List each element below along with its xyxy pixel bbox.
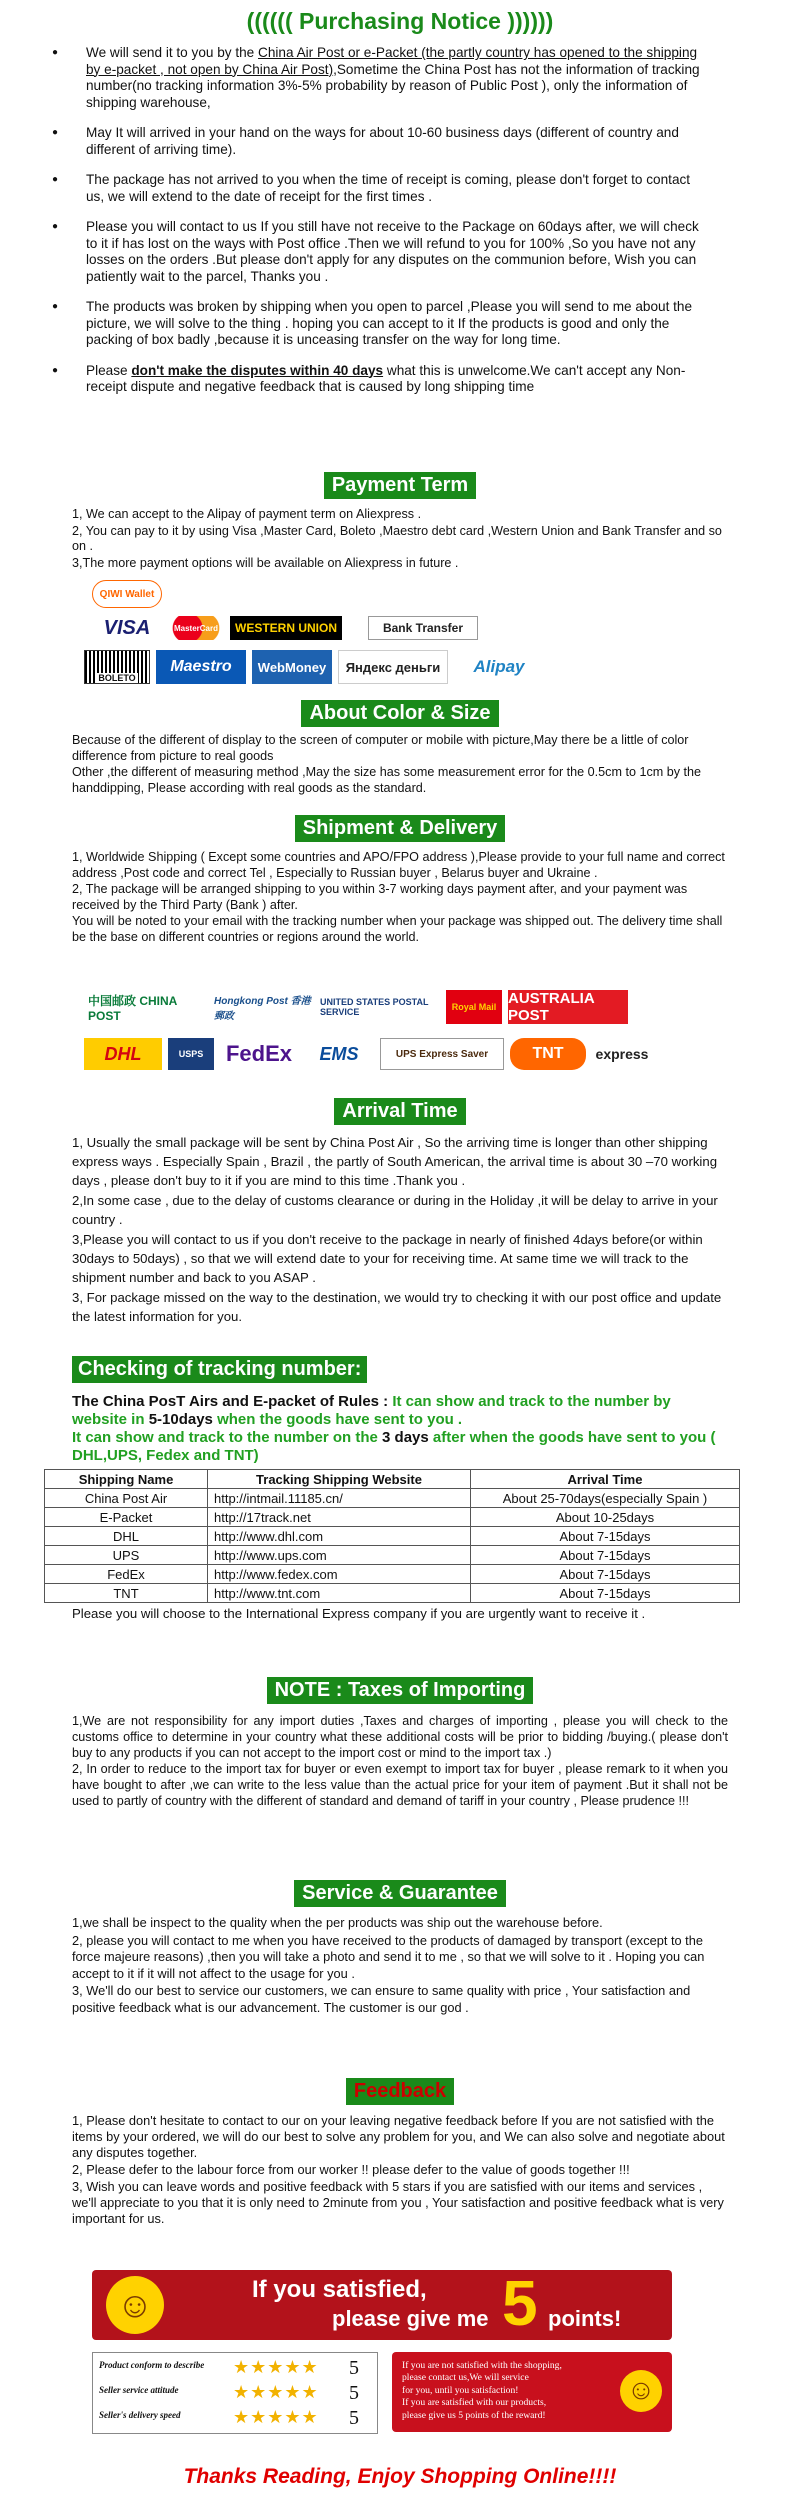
rating-label: Product conform to describe: [99, 2360, 205, 2370]
arrival-line: 3, For package missed on the way to the destination, we would try to checking it with our post office and update the latest information for you.: [72, 1290, 722, 1324]
table-header-row: [45, 1470, 740, 1489]
rating-value: 5: [349, 2407, 359, 2429]
boleto-label: BOLETO: [98, 673, 136, 683]
rating-stars: ★★★★★: [233, 2357, 319, 2377]
table-row: [45, 1565, 740, 1584]
service-line: 1,we shall be inspect to the quality when the per products was ship out the warehouse before.: [72, 1915, 603, 1930]
shipment-line: You will be noted to your email with the tracking number when your package was shipped out. The delivery time shall be the base on different countries or regions around the world.: [72, 914, 723, 944]
tracking-website-link[interactable]: http://intmail.11185.cn/: [208, 1489, 471, 1508]
rating-row: [99, 2382, 371, 2404]
webmoney-logo: WebMoney: [252, 650, 332, 684]
feedback-request-box: [392, 2352, 672, 2432]
redbox-line: for you, until you satisfaction!: [402, 2384, 519, 2396]
payment-line: 3,The more payment options will be available on Aliexpress in future .: [72, 555, 459, 570]
china-post-logo: 中国邮政 CHINA POST: [88, 993, 177, 1023]
shipping-name-cell: FedEx: [45, 1565, 208, 1584]
color-size-text: [72, 733, 728, 796]
arrival-line: 2,In some case , due to the delay of customs clearance or during in the Holiday ,it will be delay to arrive in your country .: [72, 1193, 718, 1227]
feedback-line: 3, Wish you can leave words and positive feedback with 5 stars if you are satisfied with our items and services , we'll appreciate to you that it is only need to 2minute from you , Your satisfaction and positive feedback what is very important for us.: [72, 2179, 724, 2226]
tracking-rule-text: It can show and track to the number on the: [72, 1429, 383, 1446]
western-union-logo: WESTERN UNION: [230, 616, 342, 640]
banner-line2: please give me: [332, 2306, 489, 2331]
table-row: [45, 1508, 740, 1527]
tracking-website-link[interactable]: http://www.tnt.com: [208, 1584, 471, 1603]
feedback-line: 2, Please defer to the labour force from our worker !! please defer to the value of goods together !!!: [72, 2162, 630, 2177]
arrival-text: [72, 1133, 728, 1326]
carrier-logos-row1: [88, 990, 628, 1024]
arrival-time-cell: About 7-15days: [471, 1527, 740, 1546]
table-row: [45, 1546, 740, 1565]
redbox-line: If you are satisfied with our products,: [402, 2397, 547, 2409]
purchasing-item: ● Please don't make the disputes within 40 days what this is unwelcome.We can't accept any Non-receipt dispute and negative feedback that is caused by long shipping time: [78, 363, 700, 396]
shipment-line: 1, Worldwide Shipping ( Except some countries and APO/FPO address ),Please provide to your full name and correct address ,Post code and correct Tel , Especially to Russian buyer , Belarus buyer and Ukraine .: [72, 850, 725, 880]
maestro-logo: Maestro: [156, 650, 246, 684]
shipping-name-cell: China Post Air: [45, 1489, 208, 1508]
arrival-line: 1, Usually the small package will be sent by China Post Air , So the arriving time is longer than other shipping express ways . Especially Spain , Brazil , the partly of South American, the arrival time is about 30 –70 working days , please don't buy to it if you are mind to this time .Thank you .: [72, 1135, 718, 1188]
shipment-section: [0, 815, 800, 946]
purchasing-title: (((((( Purchasing Notice )))))): [246, 8, 554, 34]
rating-label: Seller's delivery speed: [99, 2410, 181, 2420]
visa-logo: VISA: [103, 616, 151, 639]
color-line: Other ,the different of measuring method ,May the size has some measurement error for the 0.5cm to 1cm by the handdipping, Please according with real goods as the standard.: [72, 765, 702, 795]
tracking-heading: Checking of tracking number:: [72, 1356, 367, 1383]
payment-line: 2, You can pay to it by using Visa ,Master Card, Boleto ,Maestro debt card ,Western Union and Bank Transfer and so on .: [72, 523, 722, 553]
shipment-text: [72, 850, 728, 945]
rating-value: 5: [349, 2357, 359, 2379]
dhl-logo: DHL: [84, 1038, 162, 1070]
purchasing-list: [0, 45, 800, 396]
color-size-section: [0, 700, 800, 797]
table-row: [45, 1489, 740, 1508]
rating-value: 5: [349, 2382, 359, 2404]
redbox-line: please contact us,We will service: [402, 2372, 529, 2384]
rating-stars: ★★★★★: [233, 2382, 319, 2402]
feedback-text: [72, 2113, 728, 2227]
service-heading: Service & Guarantee: [294, 1880, 506, 1907]
shipping-name-cell: TNT: [45, 1584, 208, 1603]
tracking-rule-text: It can show and track to the number by website in: [72, 1393, 671, 1428]
express-logo: express: [595, 1046, 649, 1062]
mastercard-logo: MasterCard: [168, 616, 224, 640]
tracking-rule-text: after when the goods have sent to you ( DHL,UPS, Fedex and TNT): [72, 1429, 716, 1464]
smiley-thumbs-icon: ☺: [106, 2276, 164, 2334]
taxes-heading: NOTE : Taxes of Importing: [267, 1677, 534, 1704]
banner-line1: If you satisfied,: [252, 2276, 427, 2303]
royal-mail-logo: Royal Mail: [446, 990, 502, 1024]
rating-label: Seller service attitude: [99, 2385, 179, 2395]
taxes-line: 1,We are not responsibility for any import duties ,Taxes and charges of importing , please you will check to the customs office to determine in your country what these additional costs will be prior to bidding /buying.( please don't buy to any products if you can not accept to the import cost or mind to the import tax .): [72, 1714, 728, 1760]
shipping-name-cell: UPS: [45, 1546, 208, 1565]
service-text: [72, 1915, 728, 2016]
feedback-heading: Feedback: [346, 2078, 454, 2105]
purchasing-item: ● We will send it to you by the China Air Post or e-Packet (the partly country has opened to the shipping by e-packet , not open by China Air Post),Sometime the China Post has not the information of tracking number(no tracking information 3%-5% probability by reason of Public Post ), only the information of shipping warehouse,: [78, 45, 700, 111]
service-section: [0, 1880, 800, 2017]
purchasing-item: ● The package has not arrived to you when the time of receipt is coming, please don't forget to contact us, we will extend to the date of receipt for the first times .: [78, 172, 700, 205]
payment-line: 1, We can accept to the Alipay of payment term on Aliexpress .: [72, 507, 422, 521]
banner-points: points!: [548, 2306, 622, 2331]
tracking-website-link[interactable]: http://17track.net: [208, 1508, 471, 1527]
footer-thanks: Thanks Reading, Enjoy Shopping Online!!!!: [183, 2465, 617, 2488]
service-line: 2, please you will contact to me when you have received to the products of damaged by transport (except to the force majeure reasons) ,then you will take a photo and send it to me , so that we will solve to it . Hoping you can accept to it if it will not affect to the usage for you .: [72, 1932, 705, 1981]
taxes-section: [0, 1677, 800, 1811]
tracking-days: 3 days: [382, 1429, 429, 1446]
australia-post-logo: AUSTRALIA POST: [508, 990, 628, 1024]
usps-logo: UNITED STATES POSTAL SERVICE: [320, 997, 429, 1017]
payment-logos-row1: [92, 580, 162, 608]
tracking-note: Please you will choose to the International Express company if you are urgently want to receive it .: [72, 1606, 646, 1621]
tracking-table: [44, 1469, 740, 1603]
payment-text: [72, 507, 728, 571]
arrival-time-cell: About 25-70days(especially Spain ): [471, 1489, 740, 1508]
purchasing-item: ● May It will arrived in your hand on the ways for about 10-60 business days (different of country and different of arriving time).: [78, 125, 700, 158]
yandex-money-logo: Яндекс деньги: [338, 650, 448, 684]
rating-stars: ★★★★★: [233, 2407, 319, 2427]
payment-heading: Payment Term: [324, 472, 476, 499]
arrival-time-cell: About 7-15days: [471, 1565, 740, 1584]
column-header: Tracking Shipping Website: [208, 1470, 471, 1489]
usps-eagle-logo: USPS: [168, 1038, 214, 1070]
rating-row: [99, 2407, 371, 2429]
tracking-rules: [72, 1393, 728, 1465]
column-header: Arrival Time: [471, 1470, 740, 1489]
hongkong-post-logo: Hongkong Post 香港郵政: [214, 996, 311, 1022]
purchasing-section: [0, 8, 800, 410]
shipment-heading: Shipment & Delivery: [295, 815, 506, 842]
purchasing-item: ● Please you will contact to us If you still have not receive to the Package on 60days after, we will check to it if has lost on the ways with Post office .Then we will refund to you for 100% ,So you have not any losses on the orders .But please don't apply for any disputes on the communion before, Wish you can patiently wait to the parcel, Thanks you .: [78, 219, 700, 285]
alipay-logo: Alipay: [473, 657, 525, 676]
satisfied-banner: [92, 2267, 672, 2340]
payment-logos-row2: [92, 616, 478, 640]
arrival-section: [0, 1098, 800, 1327]
ems-logo: EMS: [319, 1043, 359, 1064]
rating-row: [99, 2357, 371, 2379]
tracking-section: [0, 1356, 800, 1623]
service-line: 3, We'll do our best to service our customers, we can ensure to same quality with price , Your satisfaction and positive feedback what is our advancement. The customer is our god .: [72, 1983, 691, 2015]
banner-five: 5: [502, 2267, 538, 2339]
arrival-time-cell: About 10-25days: [471, 1508, 740, 1527]
arrival-time-cell: About 7-15days: [471, 1584, 740, 1603]
shipping-name-cell: DHL: [45, 1527, 208, 1546]
boleto-logo: [84, 650, 150, 684]
table-row: [45, 1527, 740, 1546]
tracking-website-link[interactable]: http://www.dhl.com: [208, 1527, 471, 1546]
shipment-line: 2, The package will be arranged shipping to you within 3-7 working days payment after, and your payment was received by the Third Party (Bank ) after.: [72, 882, 688, 912]
purchasing-item: ● The products was broken by shipping when you open to parcel ,Please you will send to me about the picture, we will solve to the thing . hoping you can accept to it If the products is good and only the packing of box badly ,because it is unceasing transfer on the way for long time.: [78, 299, 700, 349]
table-row: [45, 1584, 740, 1603]
shipping-name-cell: E-Packet: [45, 1508, 208, 1527]
carrier-logos-row2: [84, 1038, 652, 1070]
ups-logo: UPS Express Saver: [380, 1038, 504, 1070]
column-header: Shipping Name: [45, 1470, 208, 1489]
color-line: Because of the different of display to the screen of computer or mobile with picture,May there be a little of color difference from picture to real goods: [72, 733, 689, 763]
qiwi-wallet-logo: QIWI Wallet: [92, 580, 162, 608]
tracking-days: 5-10days: [148, 1411, 213, 1428]
fedex-logo: FedEx: [225, 1041, 293, 1066]
tracking-rule-text: when the goods have sent to you .: [212, 1411, 463, 1428]
smiley-icon: ☺: [620, 2370, 662, 2412]
color-size-heading: About Color & Size: [301, 700, 498, 727]
ratings-box: [92, 2352, 378, 2434]
tracking-rule-label: The China PosT Airs and E-packet of Rules :: [72, 1393, 393, 1410]
tracking-website-link[interactable]: http://www.ups.com: [208, 1546, 471, 1565]
taxes-line: 2, In order to reduce to the import tax for buyer or even exempt to import tax for buyer , please remark to it when you have bought to after ,we can write to the less value than the actual price for your item of payment .But it shall not be used to partly of country with the different of standard and demand of tariff in your country , Please prudence !!!: [72, 1762, 728, 1808]
arrival-heading: Arrival Time: [334, 1098, 465, 1125]
feedback-request-text: [402, 2360, 612, 2422]
payment-section: [0, 472, 800, 572]
tracking-website-link[interactable]: http://www.fedex.com: [208, 1565, 471, 1584]
taxes-text: [72, 1714, 728, 1810]
redbox-line: please give us 5 points of the reward!: [402, 2409, 546, 2421]
tnt-logo: TNT: [510, 1038, 586, 1070]
feedback-line: 1, Please don't hesitate to contact to our on your leaving negative feedback before If you are not satisfied with the items by your ordered, we will do our best to solve any problem for you, and We can also solve and negotiate about any disputes together.: [72, 2113, 725, 2160]
bank-transfer-logo: Bank Transfer: [368, 616, 478, 640]
payment-logos-row3: [84, 650, 544, 684]
arrival-time-cell: About 7-15days: [471, 1546, 740, 1565]
arrival-line: 3,Please you will contact to us if you don't receive to the package in nearly of finished 4days before(or within 30days to 50days) , so that we will extend date to your for receiving time. At same time we will track to the shipment number and back to you ASAP .: [72, 1232, 703, 1285]
feedback-section: [0, 2078, 800, 2228]
redbox-line: If you are not satisfied with the shopping,: [402, 2360, 562, 2371]
